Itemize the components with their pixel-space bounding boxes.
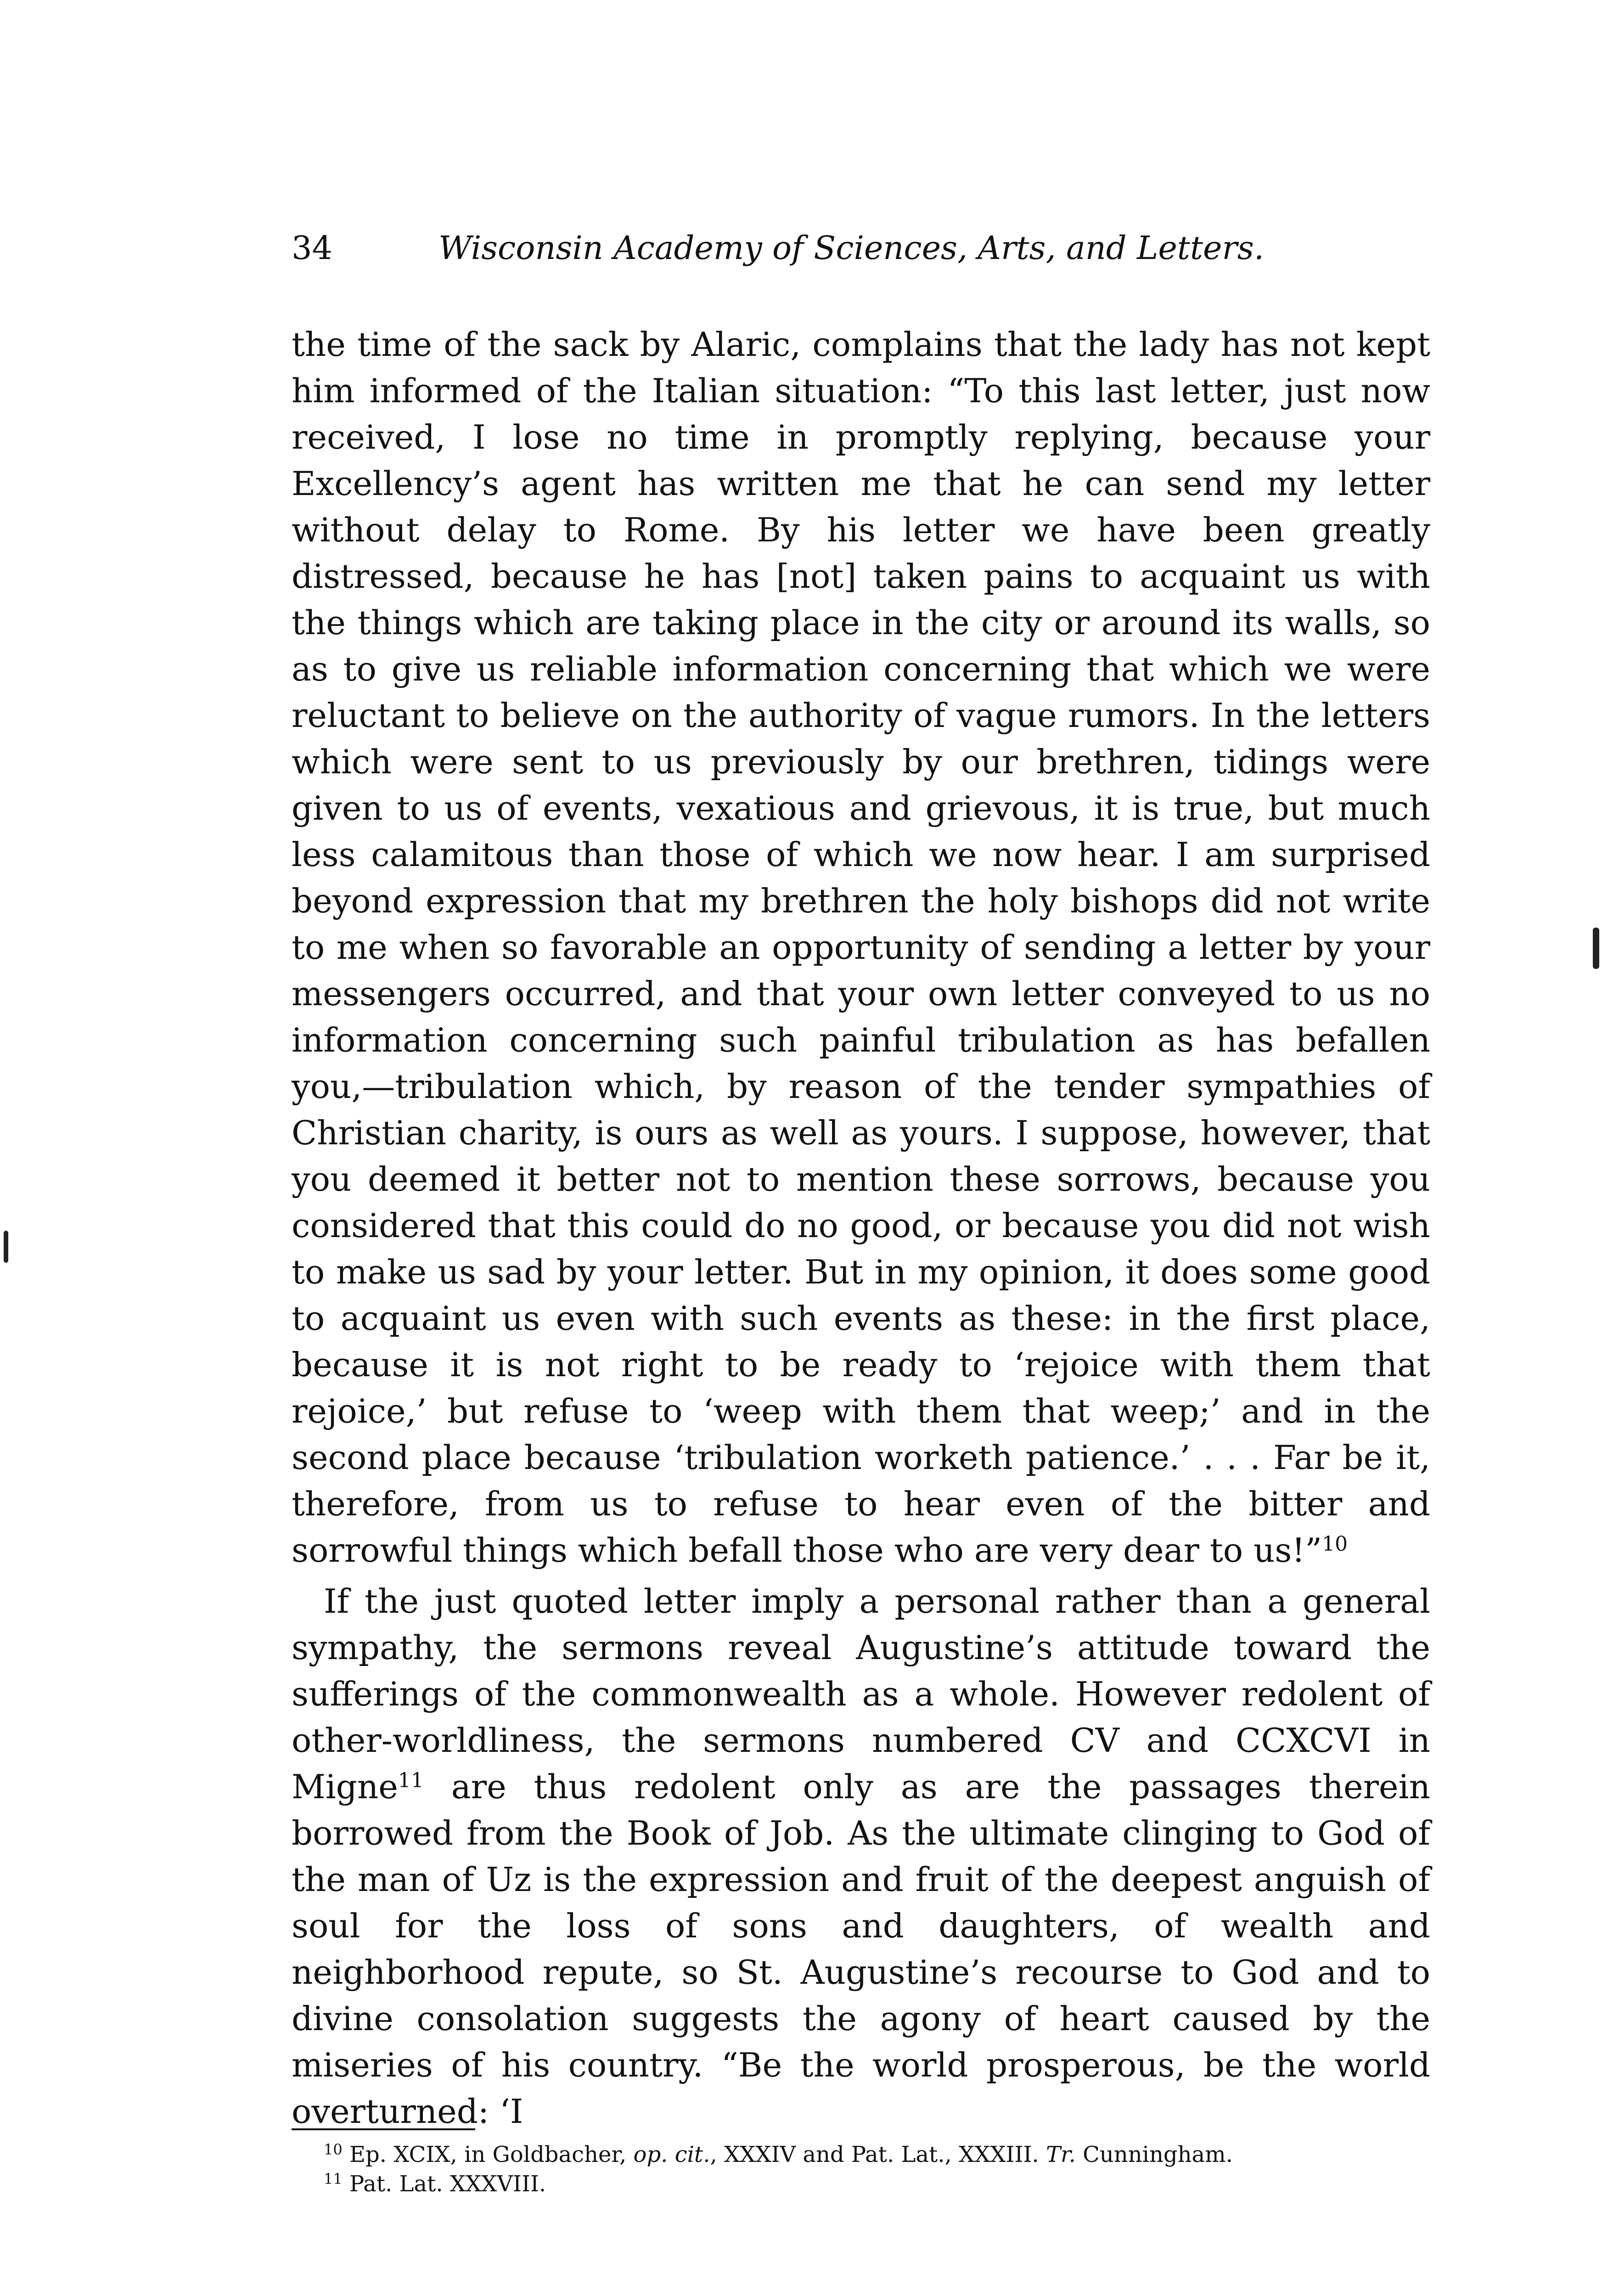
footnote-italic: Tr. xyxy=(1046,2142,1076,2167)
footnote-ref-10: 10 xyxy=(1322,1532,1348,1556)
scan-edge-mark xyxy=(1593,928,1599,969)
body-text xyxy=(292,321,1430,2135)
footnote-italic: op. cit. xyxy=(633,2142,710,2167)
footnote-marker: 11 xyxy=(324,2170,343,2188)
paragraph-1 xyxy=(292,321,1430,1574)
footnote-text: Ep. XCIX, in Goldbacher, xyxy=(342,2142,634,2167)
page-number: 34 xyxy=(292,229,333,267)
paragraph-2 xyxy=(292,1578,1430,2135)
footnote-text: Cunningham. xyxy=(1075,2142,1233,2167)
footnote-divider xyxy=(292,2128,475,2130)
footnotes xyxy=(292,2140,1430,2199)
paragraph-2-text-b: are thus redolent only as are the passages therein borrowed from the Book of Job. As the ultimate clinging to God of the man of Uz is the expression and fruit of the deepest anguish of soul for the loss of sons and daughters, of wealth and neighborhood repute, so St. Augustine’s recourse to God and to divine consolation suggests the agony of heart caused by the miseries of his country. “Be the world prosperous, be the world overturned: ‘I xyxy=(292,1767,1430,2131)
running-head xyxy=(292,225,1320,271)
scan-artifact xyxy=(528,5,620,23)
footnote-10 xyxy=(292,2140,1430,2169)
footnote-text: Pat. Lat. XXXVIII. xyxy=(342,2171,546,2197)
footnote-marker: 10 xyxy=(324,2141,343,2158)
paragraph-1-text: the time of the sack by Alaric, complains that the lady has not kept him informed of the Italian situation: “To this last letter, just now received, I lose no time in promptly replying, because your Excellency’s agent has written me that he can send my letter without delay to Rome. By his letter we have been greatly distressed, because he has [not] taken pains to acquaint us with the things which are taking place in the city or around its walls, so as to give us reliable information concerning that which we were reluctant to believe on the authority of vague rumors. In the letters which were sent to us previously by our brethren, tidings were given to us of events, vexatious and grievous, it is true, but much less calamitous than those of which we now hear. I am surprised beyond expression that my brethren the holy bishops did not write to me when so favorable an opportunity of sending a letter by your messengers occurred, and that your own letter conveyed to us no information concerning such painful tribulation as has befallen you,—tribulation which, by reason of the tender sympathies of Christian charity, is ours as well as yours. I suppose, however, that you deemed it better not to mention these sorrows, because you considered that this could do no good, or because you did not wish to make us sad by your letter. But in my opinion, it does some good to acquaint us even with such events as these: in the first place, because it is not right to be ready to ‘rejoice with them that rejoice,’ but refuse to ‘weep with them that weep;’ and in the second place because ‘tribulation worketh patience.’ . . . Far be it, therefore, from us to refuse to hear even of the bitter and sorrowful things which befall those who are very dear to us!” xyxy=(292,325,1430,1570)
footnote-11 xyxy=(292,2169,1430,2199)
footnote-text: , XXXIV and Pat. Lat., XXXIII. xyxy=(710,2142,1046,2167)
footnote-ref-11: 11 xyxy=(398,1769,424,1792)
scan-edge-mark xyxy=(4,1231,8,1263)
paragraph-2-text-a: If the just quoted letter imply a personal rather than a general sympathy, the sermons reveal Augustine’s attitude toward the sufferings of the commonwealth as a whole. However redolent of other-worldliness, the sermons numbered CV and CCXCVI in Migne xyxy=(292,1582,1430,1806)
journal-title: Wisconsin Academy of Sciences, Arts, and Letters. xyxy=(438,229,1265,267)
